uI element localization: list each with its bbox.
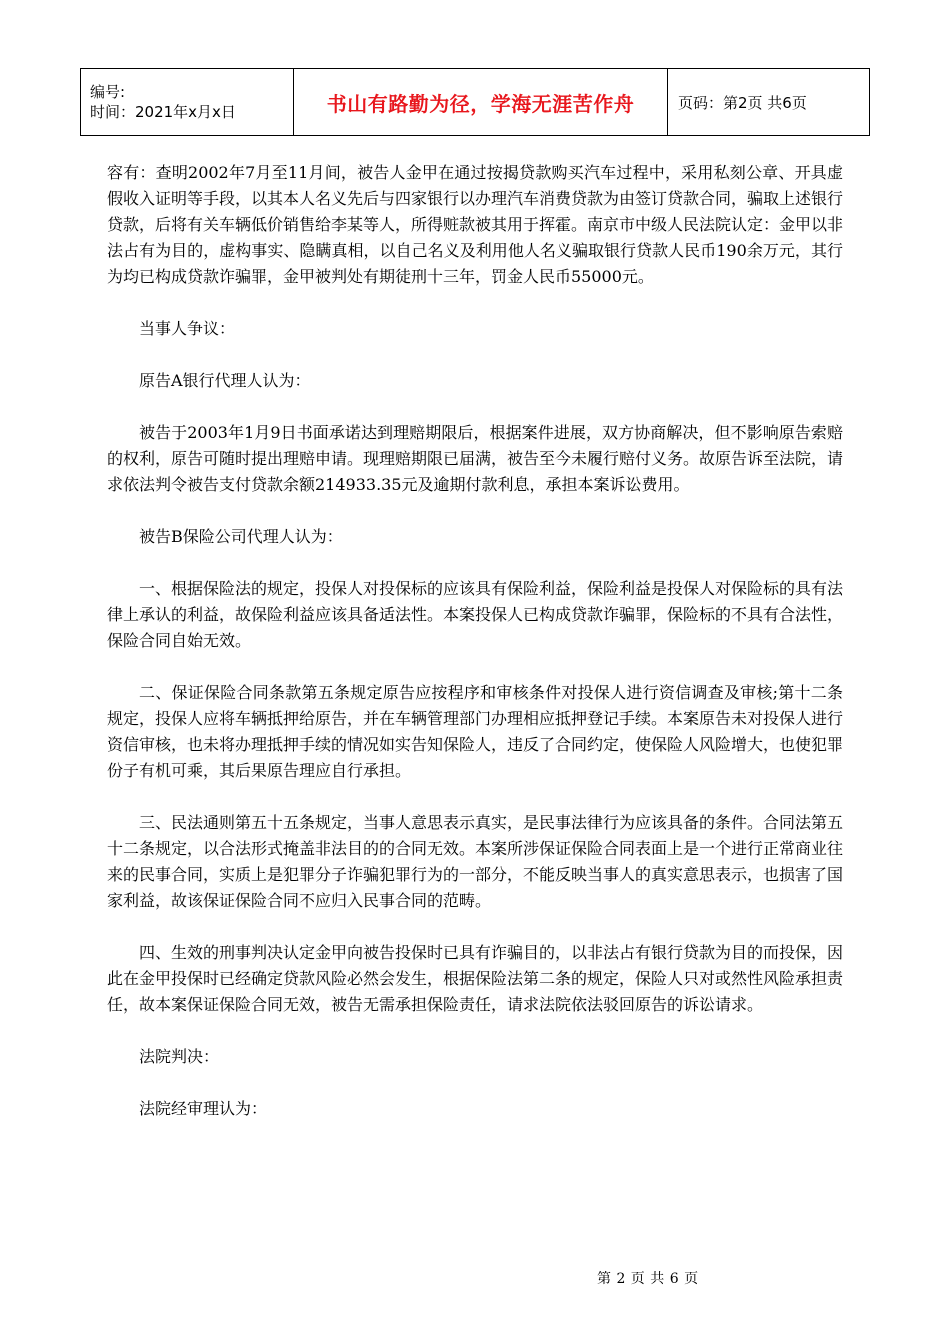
- paragraph-case-facts: 容有：查明2002年7月至11月间，被告人金甲在通过按揭贷款购买汽车过程中，采用私刻公章、开具虚假收入证明等手段，以其本人名义先后与四家银行以办理汽车消费贷款为由签订贷款合同，骗取上述银行贷款，后将有关车辆低价销售给李某等人，所得赃款被其用于挥霍。南京市中级人民法院认定：金甲以非法占有为目的，虚构事实、隐瞒真相，以自己名义及利用他人名义骗取银行贷款人民币190余万元，其行为均已构成贷款诈骗罪，金甲被判处有期徒刑十三年，罚金人民币55000元。: [107, 163, 844, 286]
- header-meta-cell: [81, 69, 294, 136]
- paragraph-plaintiff-claim: 被告于2003年1月9日书面承诺达到理赔期限后，根据案件进展，双方协商解决，但不影响原告索赔的权利，原告可随时提出理赔申请。现理赔期限已届满，被告至今未履行赔付义务。故原告诉至法院，请求依法判令被告支付贷款余额214933.35元及逾期付款利息，承担本案诉讼费用。: [107, 423, 844, 494]
- page-footer: 第 2 页 共 6 页: [597, 1271, 699, 1287]
- document-body: [107, 160, 843, 1148]
- paragraph-plaintiff-heading: 原告A银行代理人认为：: [139, 371, 311, 390]
- paragraph-judgment-heading: 法院判决：: [139, 1047, 220, 1066]
- paragraph-court-opinion: 法院经审理认为：: [139, 1099, 268, 1118]
- paragraph-defendant-heading: 被告B保险公司代理人认为：: [139, 527, 343, 546]
- paragraph-dispute-heading: 当事人争议：: [139, 319, 236, 338]
- document-header: [80, 68, 870, 136]
- time-label: 时间：2021年x月x日: [90, 103, 236, 121]
- paragraph-defense-2: 二、保证保险合同条款第五条规定原告应按程序和审核条件对投保人进行资信调查及审核;第十二条规定，投保人应将车辆抵押给原告，并在车辆管理部门办理相应抵押登记手续。本案原告未对投保人进行资信审核，也未将办理抵押手续的情况如实告知保险人，违反了合同约定，使保险人风险增大，也使犯罪份子有机可乘，其后果原告理应自行承担。: [107, 683, 844, 780]
- paragraph-defense-3: 三、民法通则第五十五条规定，当事人意思表示真实，是民事法律行为应该具备的条件。合同法第五十二条规定，以合法形式掩盖非法目的的合同无效。本案所涉保证保险合同表面上是一个进行正常商业往来的民事合同，实质上是犯罪分子诈骗犯罪行为的一部分，不能反映当事人的真实意思表示，也损害了国家利益，故该保证保险合同不应归入民事合同的范畴。: [107, 813, 844, 910]
- header-motto: 书山有路勤为径，学海无涯苦作舟: [294, 69, 668, 136]
- paragraph-defense-1: 一、根据保险法的规定，投保人对投保标的应该具有保险利益，保险利益是投保人对保险标的具有法律上承认的利益，故保险利益应该具备适法性。本案投保人已构成贷款诈骗罪，保险标的不具有合法性，保险合同自始无效。: [107, 579, 844, 650]
- header-page-code: 页码：第2页 共6页: [668, 69, 870, 136]
- paragraph-defense-4: 四、生效的刑事判决认定金甲向被告投保时已具有诈骗目的，以非法占有银行贷款为目的而投保，因此在金甲投保时已经确定贷款风险必然会发生，根据保险法第二条的规定，保险人只对或然性风险承担责任，故本案保证保险合同无效，被告无需承担保险责任，请求法院依法驳回原告的诉讼请求。: [107, 943, 844, 1014]
- number-label: 编号:: [90, 83, 126, 101]
